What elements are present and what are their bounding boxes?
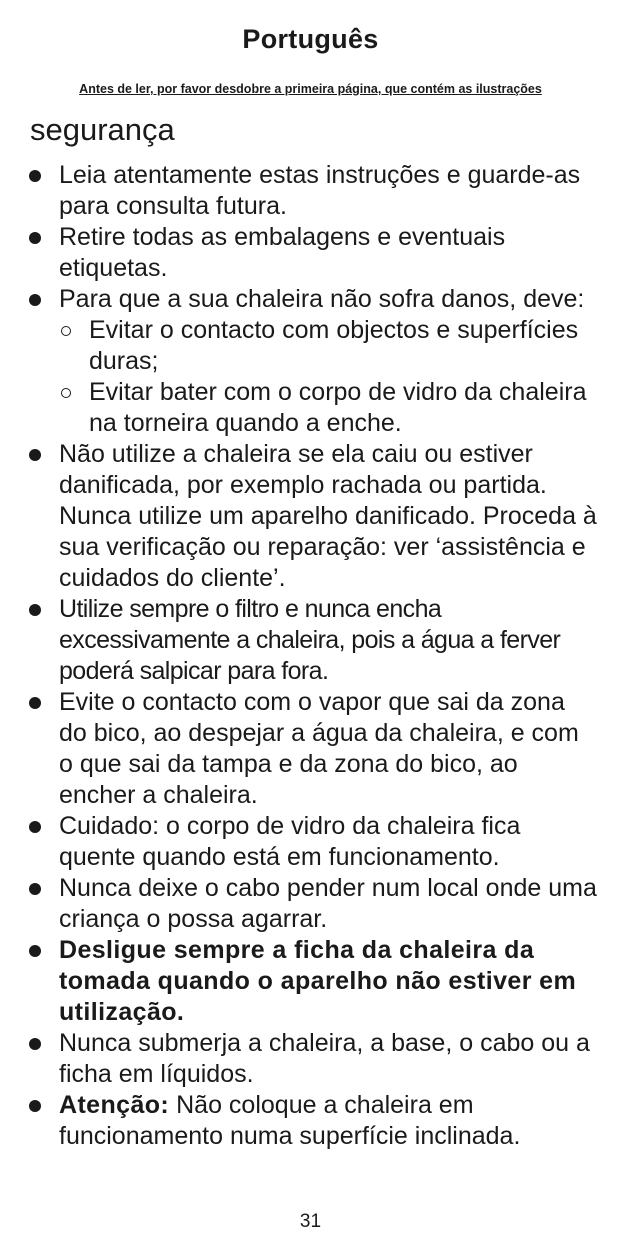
bullet-icon (29, 604, 41, 616)
attention-text: Não coloque a chaleira em funcionamento numa superfície inclinada. (59, 1091, 521, 1150)
item-text: Nunca submerja a chaleira, a base, o cabo ou a ficha em líquidos. (59, 1029, 590, 1088)
list-item (0, 1028, 621, 1090)
page-title: Português (242, 24, 379, 54)
item-text: Utilize sempre o filtro e nunca encha excessivamente a chaleira, pois a água a ferver poderá salpicar para fora. (59, 595, 561, 685)
item-text: Retire todas as embalagens e eventuais etiquetas. (59, 223, 506, 282)
subitem-text: Evitar o contacto com objectos e superfícies duras; (89, 316, 579, 375)
bullet-icon (29, 883, 41, 895)
unfold-note: Antes de ler, por favor desdobre a primeira página, que contém as ilustrações (79, 82, 542, 96)
list-item (0, 284, 621, 439)
list-item (0, 594, 621, 687)
warning-text: Desligue sempre a ficha da chaleira da tomada quando o aparelho não estiver em utilização. (59, 936, 577, 1026)
list-item (0, 439, 621, 594)
list-item (0, 873, 621, 935)
list-item (0, 222, 621, 284)
bullet-icon (29, 449, 41, 461)
bullet-icon (29, 1038, 41, 1050)
list-item (0, 811, 621, 873)
sub-list-item (59, 377, 599, 439)
sub-list (59, 315, 599, 439)
bullet-icon (29, 170, 41, 182)
item-text: Para que a sua chaleira não sofra danos, deve: (59, 285, 585, 313)
page-number: 31 (299, 1211, 322, 1232)
attention-label: Atenção: (59, 1091, 170, 1119)
section-heading: segurança (30, 112, 175, 147)
item-text: Evite o contacto com o vapor que sai da zona do bico, ao despejar a água da chaleira, e com o que sai da tampa e da zona do bico, ao encher a chaleira. (59, 688, 579, 809)
item-text: Não utilize a chaleira se ela caiu ou estiver danificada, por exemplo rachada ou partida. Nunca utilize um aparelho danificado. Proceda à sua verificação ou reparação: ver ‘assistência e cuidados do cliente’. (59, 440, 597, 592)
warning-item (0, 935, 621, 1028)
item-text: Cuidado: o corpo de vidro da chaleira fica quente quando está em funcionamento. (59, 812, 521, 871)
circle-bullet-icon (61, 326, 71, 336)
bullet-icon (29, 821, 41, 833)
bullet-icon (29, 945, 41, 957)
list-item (0, 160, 621, 222)
circle-bullet-icon (61, 388, 71, 398)
sub-list-item (59, 315, 599, 377)
bullet-icon (29, 294, 41, 306)
safety-list (0, 160, 621, 1152)
list-item (0, 687, 621, 811)
item-text: Leia atentamente estas instruções e guarde-as para consulta futura. (59, 161, 581, 220)
list-item (0, 1090, 621, 1152)
bullet-icon (29, 1100, 41, 1112)
bullet-icon (29, 232, 41, 244)
item-text: Nunca deixe o cabo pender num local onde uma criança o possa agarrar. (59, 874, 597, 933)
subitem-text: Evitar bater com o corpo de vidro da chaleira na torneira quando a enche. (89, 378, 587, 437)
bullet-icon (29, 697, 41, 709)
